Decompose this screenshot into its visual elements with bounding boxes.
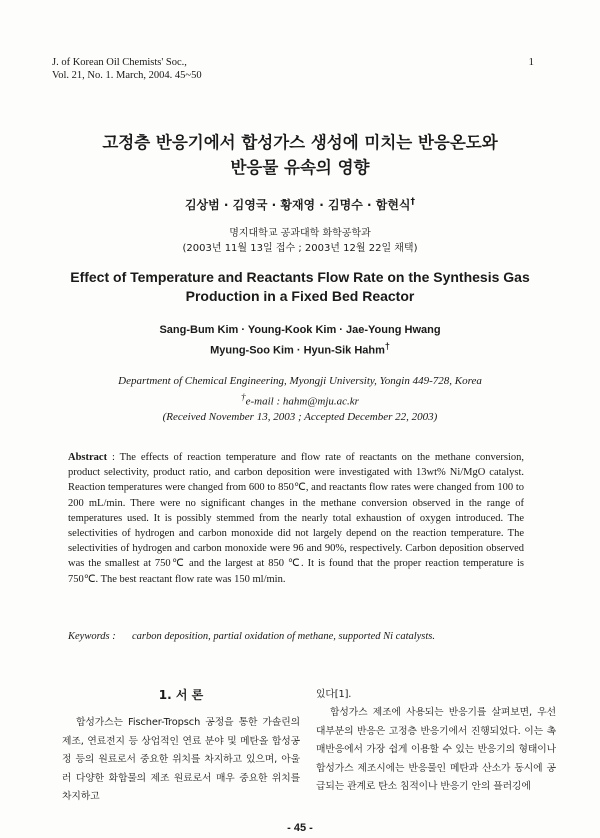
korean-title-line-2: 반응물 유속의 영향	[230, 158, 370, 177]
english-authors-line-1: Sang-Bum Kim · Young-Kook Kim · Jae-Young Hwang	[159, 324, 441, 336]
abstract-label: Abstract	[68, 452, 108, 463]
abstract	[68, 450, 524, 587]
korean-dates: (2003년 11월 13일 접수 ; 2003년 12월 22일 채택)	[182, 243, 418, 254]
abstract-text: : The effects of reaction temperature and flow rate of reactants on the methane conversion, product selectivity, product ratio, and carbon deposition were investigated with 13wt% Ni/MgO catalyst. Reaction temperatures were changed from 600 to 850℃, and reactants flow rates were changed from 100 to 200 mL/min. There were no significant changes in the methane conversion observed in the range of temperatures used. It is possibly stemmed from the nearly total exhaustion of oxygen introduced. The selectivities of hydrogen and carbon monoxide did not largely depend on the reaction temperature. The selectivities of hydrogen and carbon monoxide were 96 and 90%, respectively. Carbon deposition observed was the smallest at 750℃ and the largest at 850 ℃. It is found that the proper reaction temperature is 750℃. The best reactant flow rate was 150 ml/min.	[68, 452, 524, 585]
corresponding-author-mark: †	[410, 197, 416, 207]
keywords-label: Keywords :	[68, 631, 116, 642]
korean-title	[0, 130, 600, 180]
header-page-number: 1	[528, 56, 534, 68]
korean-title-line-1: 고정층 반응기에서 합성가스 생성에 미치는 반응온도와	[102, 133, 498, 152]
korean-affiliation-block	[0, 226, 600, 256]
english-title-line-1: Effect of Temperature and Reactants Flow Rate on the Synthesis Gas	[70, 269, 530, 285]
body-left-column: 합성가스는 Fischer-Tropsch 공정을 통한 가솔린의 제조, 연료전지 등 상업적인 연료 분야 및 메탄올 합성공정 등의 원료로서 중요한 위치를 차지하고 있으며, 아울러 다양한 화합물의 제조 원료로서 매우 중요한 위치를 차지하고	[62, 717, 300, 802]
english-affiliation-block	[0, 374, 600, 425]
english-title-line-2: Production in a Fixed Bed Reactor	[185, 288, 415, 304]
korean-authors	[0, 196, 600, 213]
email-mark: †	[241, 391, 246, 402]
author-email: e-mail : hahm@mju.ac.kr	[245, 395, 359, 408]
body-right-column: 합성가스 제조에 사용되는 반응기를 살펴보면, 우선 대부분의 반응은 고정층 반응기에서 진행되었다. 이는 촉매반응에서 가장 쉽게 이용할 수 있는 반응기의 형태이나 합성가스 제조시에는 반응물인 메탄과 산소가 동시에 공급되는 관계로 탄소 침적이나 반응기 안의 플러깅에	[316, 707, 556, 792]
english-authors-line-2: Myung-Soo Kim · Hyun-Sik Hahm	[210, 344, 385, 357]
korean-affiliation: 명지대학교 공과대학 화학공학과	[229, 228, 371, 239]
english-affiliation: Department of Chemical Engineering, Myongji University, Yongin 449-728, Korea	[118, 375, 482, 387]
english-dates: (Received November 13, 2003 ; Accepted December 22, 2003)	[162, 410, 438, 423]
journal-line-1: J. of Korean Oil Chemists' Soc.,	[52, 57, 187, 68]
journal-line-2: Vol. 21, No. 1. March, 2004. 45~50	[52, 70, 202, 81]
section-heading-introduction: 1. 서 론	[158, 688, 204, 702]
english-title	[0, 268, 600, 306]
english-authors	[0, 322, 600, 359]
keywords	[68, 629, 524, 644]
english-corresponding-mark: †	[384, 341, 390, 351]
korean-author-list: 김상범 · 김영국 · 황재영 · 김명수 · 함현식	[184, 198, 411, 212]
keywords-text: carbon deposition, partial oxidation of methane, supported Ni catalysts.	[132, 631, 436, 642]
journal-citation	[52, 56, 202, 82]
body-right-continuation: 있다[1].	[316, 689, 352, 700]
footer-page-number: - 45 -	[287, 822, 313, 834]
